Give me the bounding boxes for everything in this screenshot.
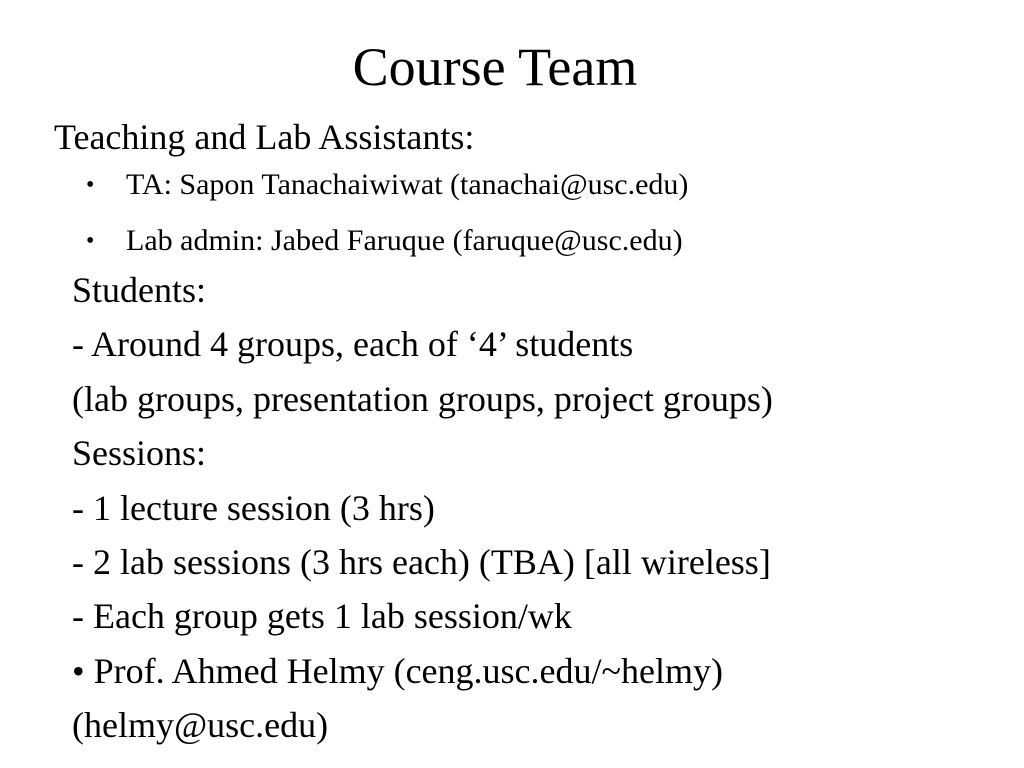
text-line: - Each group gets 1 lab session/wk — [72, 596, 572, 637]
text-line: - 2 lab sessions (3 hrs each) (TBA) [all wireless] — [72, 541, 771, 582]
text-line: • Prof. Ahmed Helmy (ceng.usc.edu/~helmy) — [72, 650, 723, 691]
bullet-icon: • — [86, 228, 95, 254]
sessions-heading: Sessions: — [72, 433, 207, 474]
text-line: (lab groups, presentation groups, project groups) — [72, 378, 773, 419]
text-line: (helmy@usc.edu) — [72, 705, 329, 746]
students-heading: Students: — [72, 270, 207, 310]
slide-title: Course Team — [352, 37, 638, 97]
assistants-heading: Teaching and Lab Assistants: — [54, 117, 475, 157]
bullet-icon: • — [86, 172, 95, 198]
text-line: - Around 4 groups, each of ‘4’ students — [72, 324, 634, 365]
body-text — [72, 263, 773, 753]
text-line: - 1 lecture session (3 hrs) — [72, 487, 435, 528]
list-item — [86, 162, 688, 218]
list-item-text: TA: Sapon Tanachaiwiwat (tanachai@usc.edu) — [126, 168, 689, 201]
list-item-text: Lab admin: Jabed Faruque (faruque@usc.edu) — [126, 224, 683, 257]
assistants-list — [86, 162, 688, 274]
